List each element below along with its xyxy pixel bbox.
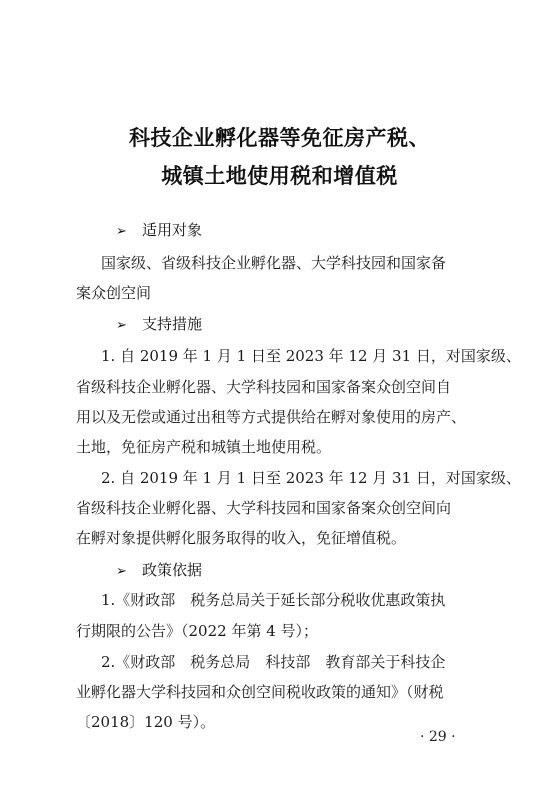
paragraph-line: 国家级、省级科技企业孵化器、大学科技园和国家备 (101, 254, 447, 272)
arrow-bullet-icon: ➢ (116, 318, 127, 333)
page-title-line-1: 科技企业孵化器等免征房产税、 (129, 126, 430, 150)
paragraph-line: 省级科技企业孵化器、大学科技园和国家备案众创空间自 (76, 378, 452, 396)
section-heading-applicable-objects (116, 219, 202, 240)
paragraph-line: 土地，免征房产税和城镇土地使用税。 (76, 438, 332, 456)
paragraph-line: 用以及无偿或通过出租等方式提供给在孵对象使用的房产、 (76, 408, 467, 426)
page-number: · 29 · (420, 729, 456, 745)
paragraph-line: 案众创空间 (76, 284, 152, 302)
section-heading-policy-basis (116, 559, 202, 580)
paragraph-line: 2.《财政部 税务总局 科技部 教育部关于科技企 (101, 653, 446, 671)
section-heading-support-measures (116, 313, 202, 334)
paragraph-line: 1. 自 2019 年 1 月 1 日至 2023 年 12 月 31 日，对国家级、 (101, 347, 521, 365)
arrow-bullet-icon: ➢ (116, 224, 127, 239)
paragraph-line: 1.《财政部 税务总局关于延长部分税收优惠政策执 (101, 591, 446, 609)
paragraph-line: 省级科技企业孵化器、大学科技园和国家备案众创空间向 (76, 499, 452, 517)
arrow-bullet-icon: ➢ (116, 564, 127, 579)
section-heading-label: 适用对象 (142, 221, 203, 239)
paragraph-line: 2. 自 2019 年 1 月 1 日至 2023 年 12 月 31 日，对国家级、 (101, 469, 521, 487)
section-heading-label: 支持措施 (142, 315, 203, 333)
section-heading-label: 政策依据 (142, 561, 203, 579)
paragraph-line: 〔2018〕120 号）。 (76, 713, 216, 731)
page-title-line-2: 城镇土地使用税和增值税 (161, 164, 398, 188)
paragraph-line: 在孵对象提供孵化服务取得的收入，免征增值税。 (76, 529, 407, 547)
paragraph-line: 行期限的公告》（2022 年第 4 号）； (76, 622, 319, 640)
paragraph-line: 业孵化器大学科技园和众创空间税收政策的通知》（财税 (76, 683, 444, 701)
